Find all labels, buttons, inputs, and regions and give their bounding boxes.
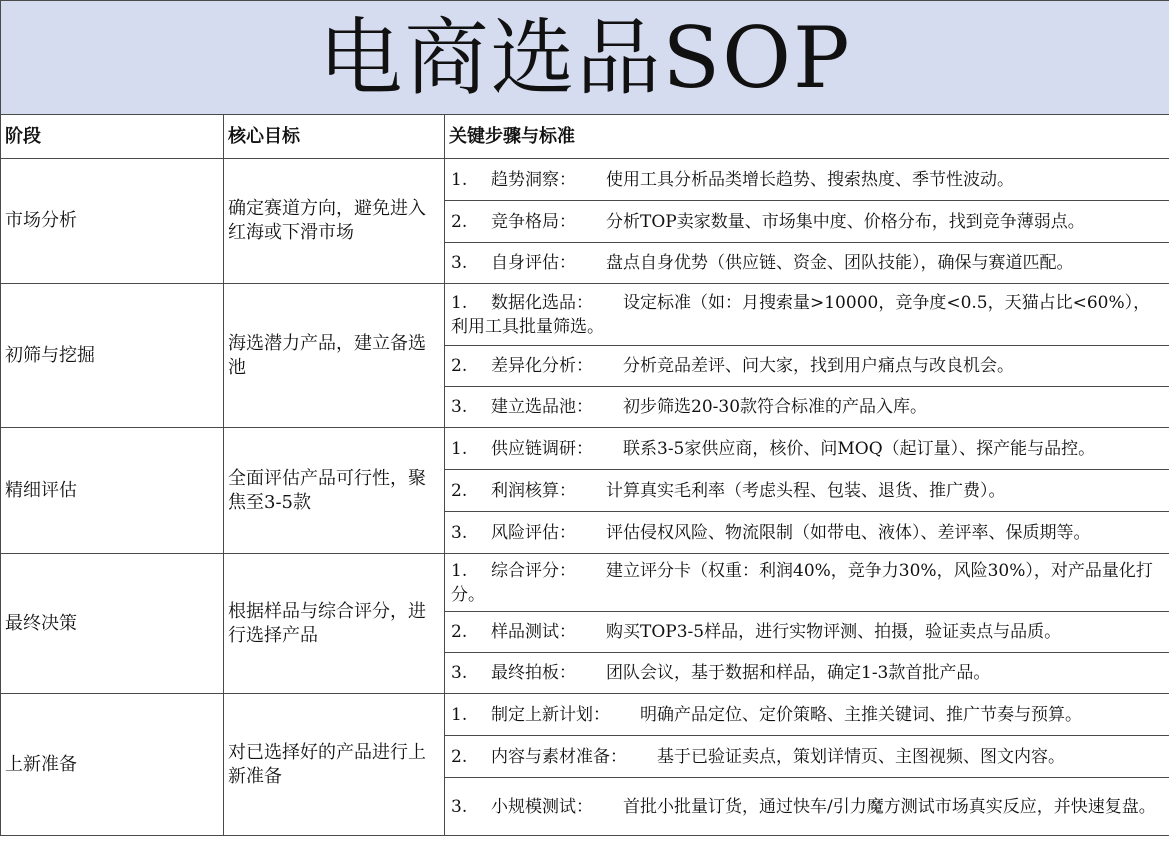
step-number: 1. bbox=[451, 169, 468, 190]
step-name: 竞争格局： bbox=[491, 211, 576, 232]
stage-goal: 全面评估产品可行性，聚焦至3-5款 bbox=[224, 428, 445, 554]
step-cell bbox=[445, 428, 1169, 470]
step-text: 盘点自身优势（供应链、资金、团队技能），确保与赛道匹配。 bbox=[606, 253, 1074, 273]
step-text: 分析TOP卖家数量、市场集中度、价格分布，找到竞争薄弱点。 bbox=[606, 211, 1085, 232]
step-number: 2. bbox=[451, 622, 468, 642]
step-number: 1. bbox=[451, 704, 468, 725]
title-row bbox=[1, 1, 1169, 115]
step-cell bbox=[445, 346, 1169, 387]
step-number: 2. bbox=[451, 746, 468, 767]
step-text: 使用工具分析品类增长趋势、搜索热度、季节性波动。 bbox=[606, 169, 1014, 190]
step-name: 自身评估： bbox=[491, 253, 576, 273]
step-text: 明确产品定位、定价策略、主推关键词、推广节奏与预算。 bbox=[640, 704, 1082, 725]
step-number: 3. bbox=[451, 663, 468, 683]
stage-goal: 根据样品与综合评分，进行选择产品 bbox=[224, 554, 445, 694]
step-text: 评估侵权风险、物流限制（如带电、液体）、差评率、保质期等。 bbox=[606, 522, 1091, 543]
step-cell bbox=[445, 470, 1169, 512]
step-number: 1. bbox=[451, 292, 468, 313]
step-cell bbox=[445, 778, 1169, 836]
step-name: 建立选品池： bbox=[491, 397, 593, 417]
step-name: 趋势洞察： bbox=[491, 169, 576, 190]
step-cell bbox=[445, 284, 1169, 346]
step-name: 小规模测试： bbox=[491, 796, 593, 817]
step-number: 3. bbox=[451, 522, 468, 543]
step-cell bbox=[445, 736, 1169, 778]
step-text: 团队会议，基于数据和样品，确定1-3款首批产品。 bbox=[606, 663, 991, 683]
step-cell bbox=[445, 554, 1169, 612]
header-goal: 核心目标 bbox=[224, 115, 445, 159]
table-row bbox=[1, 428, 1169, 470]
step-text: 联系3-5家供应商，核价、问MOQ（起订量）、探产能与品控。 bbox=[623, 438, 1096, 459]
step-text: 基于已验证卖点，策划详情页、主图视频、图文内容。 bbox=[657, 746, 1065, 767]
step-text: 计算真实毛利率（考虑头程、包装、退货、推广费）。 bbox=[606, 480, 1006, 501]
step-cell bbox=[445, 201, 1169, 243]
step-cell bbox=[445, 387, 1169, 428]
table-row bbox=[1, 694, 1169, 736]
step-name: 风险评估： bbox=[491, 522, 576, 543]
step-name: 利润核算： bbox=[491, 480, 576, 501]
stage-name: 最终决策 bbox=[1, 554, 224, 694]
step-text: 建立评分卡（权重：利润40%，竞争力30%，风险30%），对产品量化打分。 bbox=[451, 560, 1153, 605]
step-cell bbox=[445, 694, 1169, 736]
step-number: 2. bbox=[451, 356, 468, 376]
step-number: 1. bbox=[451, 560, 468, 581]
step-name: 样品测试： bbox=[491, 622, 576, 642]
stage-name: 市场分析 bbox=[1, 159, 224, 284]
step-name: 供应链调研： bbox=[491, 438, 593, 459]
step-cell bbox=[445, 612, 1169, 653]
page-title: 电商选品SOP bbox=[1, 1, 1169, 115]
header-row bbox=[1, 115, 1169, 159]
step-number: 2. bbox=[451, 480, 468, 501]
stage-name: 初筛与挖掘 bbox=[1, 284, 224, 428]
step-number: 3. bbox=[451, 253, 468, 273]
step-text: 分析竞品差评、问大家，找到用户痛点与改良机会。 bbox=[623, 356, 1014, 376]
stage-goal: 确定赛道方向，避免进入红海或下滑市场 bbox=[224, 159, 445, 284]
step-cell bbox=[445, 653, 1169, 694]
step-name: 差异化分析： bbox=[491, 356, 593, 376]
step-name: 综合评分： bbox=[491, 560, 576, 581]
step-cell bbox=[445, 159, 1169, 201]
stage-goal: 对已选择好的产品进行上新准备 bbox=[224, 694, 445, 836]
header-stage: 阶段 bbox=[1, 115, 224, 159]
step-name: 内容与素材准备： bbox=[491, 746, 627, 767]
header-steps: 关键步骤与标准 bbox=[445, 115, 1169, 159]
step-cell bbox=[445, 243, 1169, 284]
step-number: 3. bbox=[451, 397, 468, 417]
stage-name: 精细评估 bbox=[1, 428, 224, 554]
step-name: 数据化选品： bbox=[491, 292, 593, 313]
stage-name: 上新准备 bbox=[1, 694, 224, 836]
step-name: 最终拍板： bbox=[491, 663, 576, 683]
step-number: 2. bbox=[451, 211, 468, 232]
table-row bbox=[1, 159, 1169, 201]
step-number: 3. bbox=[451, 796, 468, 817]
step-text: 初步筛选20-30款符合标准的产品入库。 bbox=[623, 397, 928, 417]
step-name: 制定上新计划： bbox=[491, 704, 610, 725]
step-text: 首批小批量订货，通过快车/引力魔方测试市场真实反应，并快速复盘。 bbox=[623, 796, 1156, 817]
step-cell bbox=[445, 512, 1169, 554]
step-text: 设定标准（如：月搜索量>10000，竞争度<0.5，天猫占比<60%），利用工具批量筛选。 bbox=[451, 292, 1151, 337]
table-row bbox=[1, 554, 1169, 612]
step-number: 1. bbox=[451, 438, 468, 459]
table-row bbox=[1, 284, 1169, 346]
stage-goal: 海选潜力产品，建立备选池 bbox=[224, 284, 445, 428]
step-text: 购买TOP3-5样品，进行实物评测、拍摄，验证卖点与品质。 bbox=[606, 622, 1062, 642]
